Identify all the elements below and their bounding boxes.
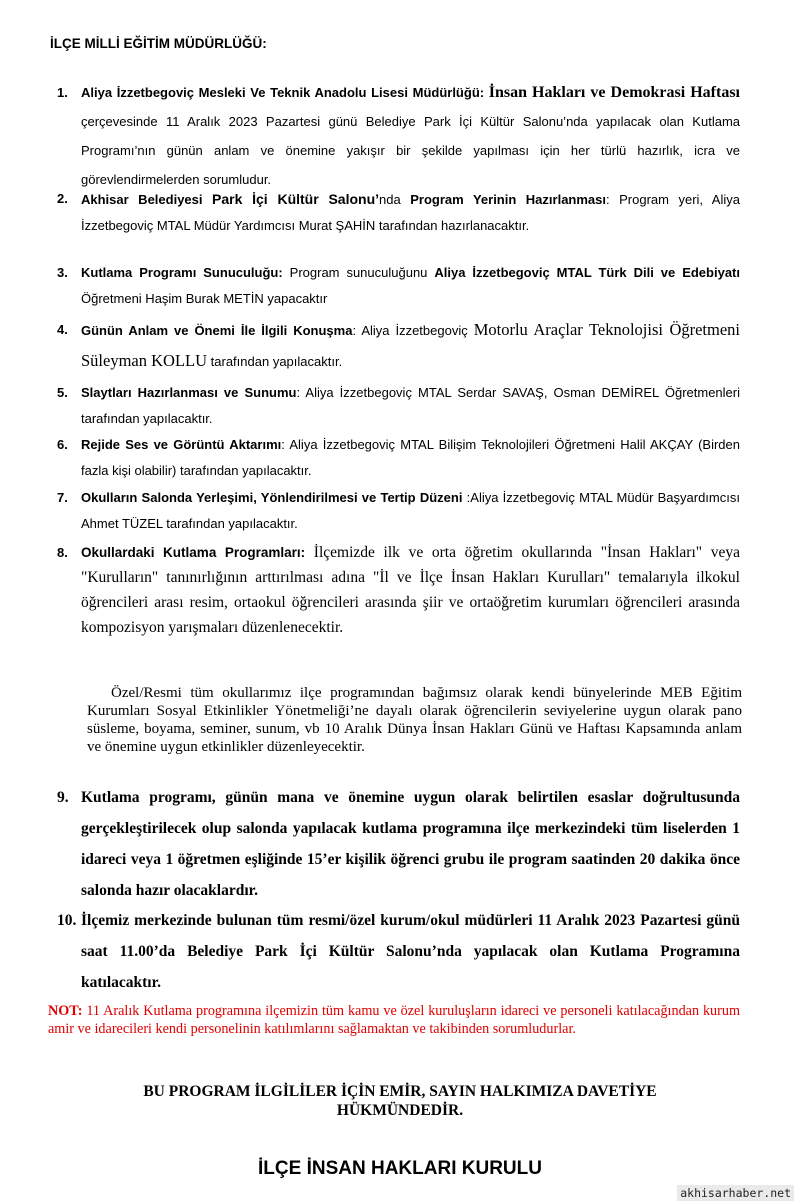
list-item-5 xyxy=(57,380,740,432)
item-number: 7. xyxy=(57,490,68,505)
item-text: :Aliya İzzetbegoviç MTAL Müdür Başyardımcısı Ahmet TÜZEL tarafından yapılacaktır. xyxy=(81,490,740,531)
item-text: : Program yeri, Aliya İzzetbegoviç MTAL Müdür Yardımcısı Murat ŞAHİN tarafından hazırlanacaktır. xyxy=(81,192,740,233)
item-serif-text: Motorlu Araçlar Teknolojisi Öğretmeni Süleyman KOLLU xyxy=(81,320,740,370)
item-number: 2. xyxy=(57,191,68,206)
item-emphasis-2: Program Yerinin Hazırlanması xyxy=(410,192,607,207)
item-lead: Kutlama Programı Sunuculuğu: xyxy=(81,265,283,280)
list-item-6 xyxy=(57,432,740,484)
item-text: Kutlama programı, günün mana ve önemine uygun olarak belirtilen esaslar doğrultusunda gerçekleştirilecek olup salonda yapılacak kutlama programına ilçe merkezindeki tüm liselerden 1 idareci veya 1 öğretmen eşliğinde 15’er kişilik öğrenci grubu ile program saatinden 20 dakika önce salonda hazır olacaklardır. xyxy=(81,789,740,899)
item-lead: Rejide Ses ve Görüntü Aktarımı xyxy=(81,437,282,452)
list-item-9 xyxy=(57,782,740,906)
item-text: çerçevesinde 11 Aralık 2023 Pazartesi günü Belediye Park İçi Kültür Salonu’nda yapılacak olan Kutlama Programı’nın günün anlam ve önemine yakışır bir şekilde yapılması için her türlü hazırlık, icra ve görevlendirmelerden sorumludur. xyxy=(81,114,740,187)
item-number: 3. xyxy=(57,265,68,280)
item-lead: Günün Anlam ve Önemi İle İlgili Konuşma xyxy=(81,323,353,338)
item-number: 1. xyxy=(57,85,68,100)
item-number: 6. xyxy=(57,437,68,452)
item-number: 10. xyxy=(57,912,77,929)
item-mid: nda xyxy=(379,192,401,207)
body-paragraph xyxy=(87,684,742,756)
item-number: 5. xyxy=(57,385,68,400)
list-item-4 xyxy=(57,315,740,377)
item-text: İlçemizde ilk ve orta öğretim okullarında "İnsan Hakları" veya "Kurulların" tanınırlığının arttırılması adına "İl ve İlçe İnsan Hakları Kurulları" temalarıyla ilkokul öğrencileri arası resim, ortaokul öğrencileri arasında şiir ve ortaöğretim kurumları öğrencileri arasında kompozisyon yarışmaları düzenlenecektir. xyxy=(81,544,740,636)
item-emphasis: İnsan Hakları ve Demokrasi Haftası xyxy=(488,84,740,101)
note-label: NOT: xyxy=(48,1003,83,1019)
decree-line-1: BU PROGRAM İLGİLİLER İÇİN EMİR, SAYIN HALKIMIZA DAVETİYE xyxy=(143,1083,657,1100)
list-item-7 xyxy=(57,485,740,537)
item-text: tarafından yapılacaktır. xyxy=(210,354,343,369)
decree-line-2: HÜKMÜNDEDİR. xyxy=(336,1102,464,1119)
list-item-10 xyxy=(57,905,740,998)
item-lead: Akhisar Belediyesi xyxy=(81,192,203,207)
note-text: 11 Aralık Kutlama programına ilçemizin tüm kamu ve özel kuruluşların idareci ve personeli katılacağından kurum amir ve idarecileri kendi personelinin katılımlarını sağlamaktan ve takibinden sorumludurlar. xyxy=(48,1003,740,1037)
item-emphasis: Aliya İzzetbegoviç MTAL Türk Dili ve Edebiyatı xyxy=(434,265,740,280)
item-lead: Okullardaki Kutlama Programları: xyxy=(81,545,306,560)
item-text: Öğretmeni Haşim Burak METİN yapacaktır xyxy=(81,291,328,306)
document-heading: İLÇE MİLLİ EĞİTİM MÜDÜRLÜĞÜ: xyxy=(50,36,267,51)
paragraph-text: Özel/Resmi tüm okullarımız ilçe programından bağımsız olarak kendi bünyelerinde MEB Eğitim Kurumları Sosyal Etkinlikler Yönetmeliği’ne dayalı olarak öğrencilerin seviyelerine uygun olarak pano süsleme, boyama, seminer, sunum, vb 10 Aralık Dünya İnsan Hakları Günü ve Haftası Kapsamında anlam ve önemine uygun etkinlikler düzenleyecektir. xyxy=(87,685,742,755)
watermark: akhisarhaber.net xyxy=(677,1185,794,1201)
item-lead: Aliya İzzetbegoviç Mesleki Ve Teknik Anadolu Lisesi Müdürlüğü: xyxy=(81,85,485,100)
list-item-2 xyxy=(57,186,740,239)
list-item-1 xyxy=(57,78,740,194)
item-lead: Okulların Salonda Yerleşimi, Yönlendirilmesi ve Tertip Düzeni xyxy=(81,490,463,505)
list-item-3 xyxy=(57,260,740,312)
item-mid: Program sunuculuğunu xyxy=(289,265,428,280)
list-item-8 xyxy=(57,540,740,640)
note-block xyxy=(48,1002,740,1038)
decree-statement xyxy=(80,1082,720,1120)
item-text: : Aliya İzzetbegoviç MTAL Serdar SAVAŞ, Osman DEMİREL Öğretmenleri tarafından yapılacaktır. xyxy=(81,385,741,426)
item-mid: : Aliya İzzetbegoviç xyxy=(352,323,468,338)
item-number: 8. xyxy=(57,545,68,560)
signature-title: İLÇE İNSAN HAKLARI KURULU xyxy=(258,1158,542,1179)
item-text: İlçemiz merkezinde bulunan tüm resmi/özel kurum/okul müdürleri 11 Aralık 2023 Pazartesi günü saat 11.00’da Belediye Park İçi Kültür Salonu’nda yapılacak olan Kutlama Programına katılacaktır. xyxy=(81,912,740,991)
item-lead: Slaytları Hazırlanması ve Sunumu xyxy=(81,385,297,400)
item-number: 9. xyxy=(57,789,69,806)
item-text: : Aliya İzzetbegoviç MTAL Bilişim Teknolojileri Öğretmeni Halil AKÇAY (Birden fazla kişi olabilir) tarafından yapılacaktır. xyxy=(81,437,740,478)
item-emphasis: Park İçi Kültür Salonu’ xyxy=(212,191,380,207)
item-number: 4. xyxy=(57,322,68,337)
